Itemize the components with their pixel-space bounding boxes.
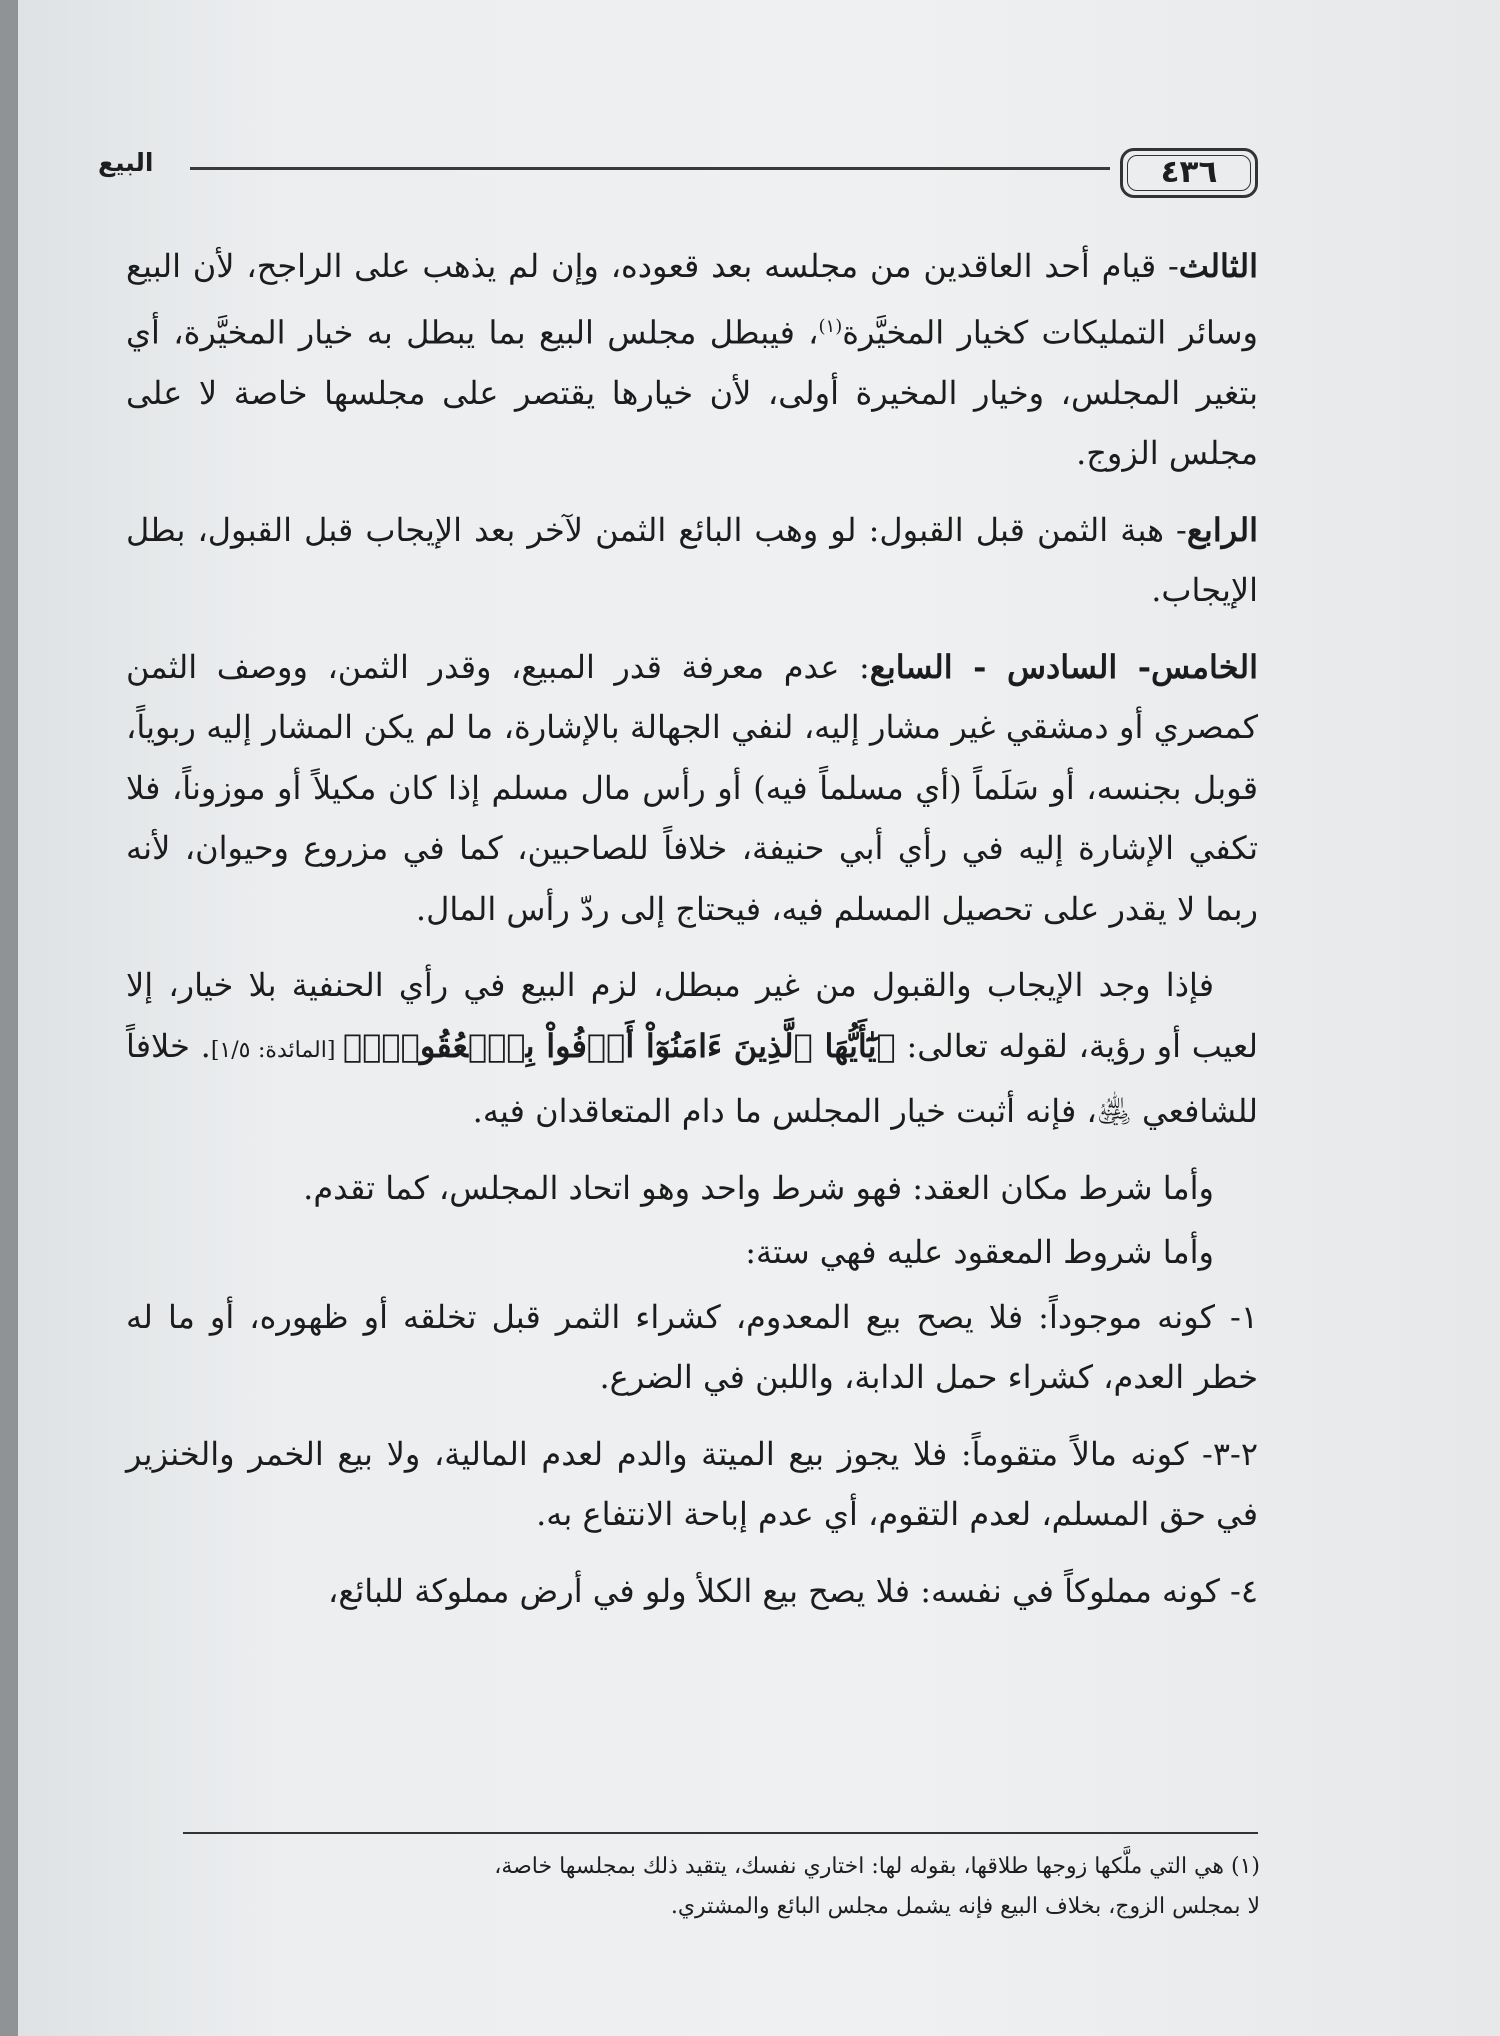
page-number: ٤٣٦ [1160, 154, 1218, 190]
footnote-line: لا بمجلس الزوج، بخلاف البيع فإنه يشمل مجلس البائع والمشتري. [670, 1894, 1260, 1919]
header-rule [190, 167, 1110, 170]
paragraph-object-conditions [126, 1222, 1258, 1283]
paragraph-text: وأما شرط مكان العقد: فهو شرط واحد وهو اتحاد المجلس، كما تقدم. [303, 1168, 1214, 1207]
term-fourth: الرابع [1186, 510, 1258, 549]
paragraph-text: - هبة الثمن قبل القبول: لو وهب البائع الثمن لآخر بعد الإيجاب قبل القبول، بطل الإيجاب. [126, 510, 1258, 610]
book-page [18, 0, 1500, 2036]
paragraph-text: . خلافاً للشافعي ﵁، فإنه أثبت خيار المجلس ما دام المتعاقدان فيه. [126, 1026, 1258, 1131]
paragraph-fourth-condition [126, 500, 1258, 621]
list-item-valuable [126, 1424, 1258, 1545]
running-head: البيع [98, 148, 154, 177]
paragraph-text: : عدم معرفة قدر المبيع، وقدر الثمن، ووصف الثمن كمصري أو دمشقي غير مشار إليه، لنفي الجهالة بالإشارة، ما لم يكن المشار إليه ربوياً، قوبل بجنسه، أو سَلَماً (أي مسلماً فيه) أو رأس مال مسلم إذا كان مكيلاً أو موزوناً، فلا تكفي الإشارة إليه في رأي أبي حنيفة، خلافاً للصاحبين، كما في مزروع وحيوان، لأنه ربما لا يقدر على تحصيل المسلم فيه، فيحتاج إلى ردّ رأس المال. [126, 647, 1258, 928]
footnote-line: (١) هي التي ملَّكها زوجها طلاقها، بقوله لها: اختاري نفسك، يتقيد ذلك بمجلسها خاصة، [494, 1854, 1260, 1879]
footnote [168, 1847, 1260, 1927]
term-third: الثالث [1178, 247, 1258, 285]
body-text [126, 236, 1258, 1637]
term-fifth-sixth-seventh: الخامس- السادس - السابع [869, 647, 1259, 686]
list-item-owned [126, 1561, 1258, 1622]
paragraph-text: وأما شروط المعقود عليه فهي ستة: [745, 1233, 1214, 1272]
paragraph-text: ١- كونه موجوداً: فلا يصح بيع المعدوم، كشراء الثمر قبل تخلقه أو ظهوره، أو ما له خطر العدم، كشراء حمل الدابة، واللبن في الضرع. [126, 1297, 1258, 1397]
footnote-divider [183, 1832, 1258, 1834]
page-number-frame [1120, 148, 1258, 198]
footnote-marker: (١) [818, 315, 843, 337]
paragraph-text: ، فيبطل مجلس البيع بما يبطل به خيار المخيَّرة، أي بتغير المجلس، وخيار المخيرة أولى، لأن خيارها يقتصر على مجلسها خاصة لا على مجلس الزوج. [126, 313, 1258, 473]
verse-reference: [المائدة: ١/٥] [210, 1037, 344, 1063]
paragraph-fifth-sixth-seventh [126, 637, 1258, 940]
paragraph-text: فإذا وجد الإيجاب والقبول من غير مبطل، لزم البيع في رأي الحنفية بلا خيار، إلا لعيب أو رؤية، لقوله تعالى: [126, 966, 1259, 1065]
paragraph-place-condition [126, 1158, 1258, 1219]
list-item-existing [126, 1287, 1258, 1408]
paragraph-third-condition [126, 236, 1258, 484]
paragraph-text: ٢-٣- كونه مالاً متقوماً: فلا يجوز بيع الميتة والدم لعدم المالية، ولا بيع الخمر والخنزير في حق المسلم، لعدم التقوم، أي عدم إباحة الانتفاع به. [126, 1434, 1258, 1534]
paragraph-text: ٤- كونه مملوكاً في نفسه: فلا يصح بيع الكلأ ولو في أرض مملوكة للبائع، [328, 1571, 1258, 1610]
quran-verse: ﴿يَٰٓأَيُّهَا ٱلَّذِينَ ءَامَنُوٓاْ أَوۡفُواْ بِٱلۡعُقُودِۚ﴾ [343, 1026, 896, 1065]
paragraph-text: - قيام أحد العاقدين من مجلسه بعد قعوده، وإن لم يذهب على الراجح، لأن البيع وسائر التمليكات كخيار المخيَّرة [126, 247, 1259, 352]
paragraph-binding-sale [126, 955, 1258, 1142]
